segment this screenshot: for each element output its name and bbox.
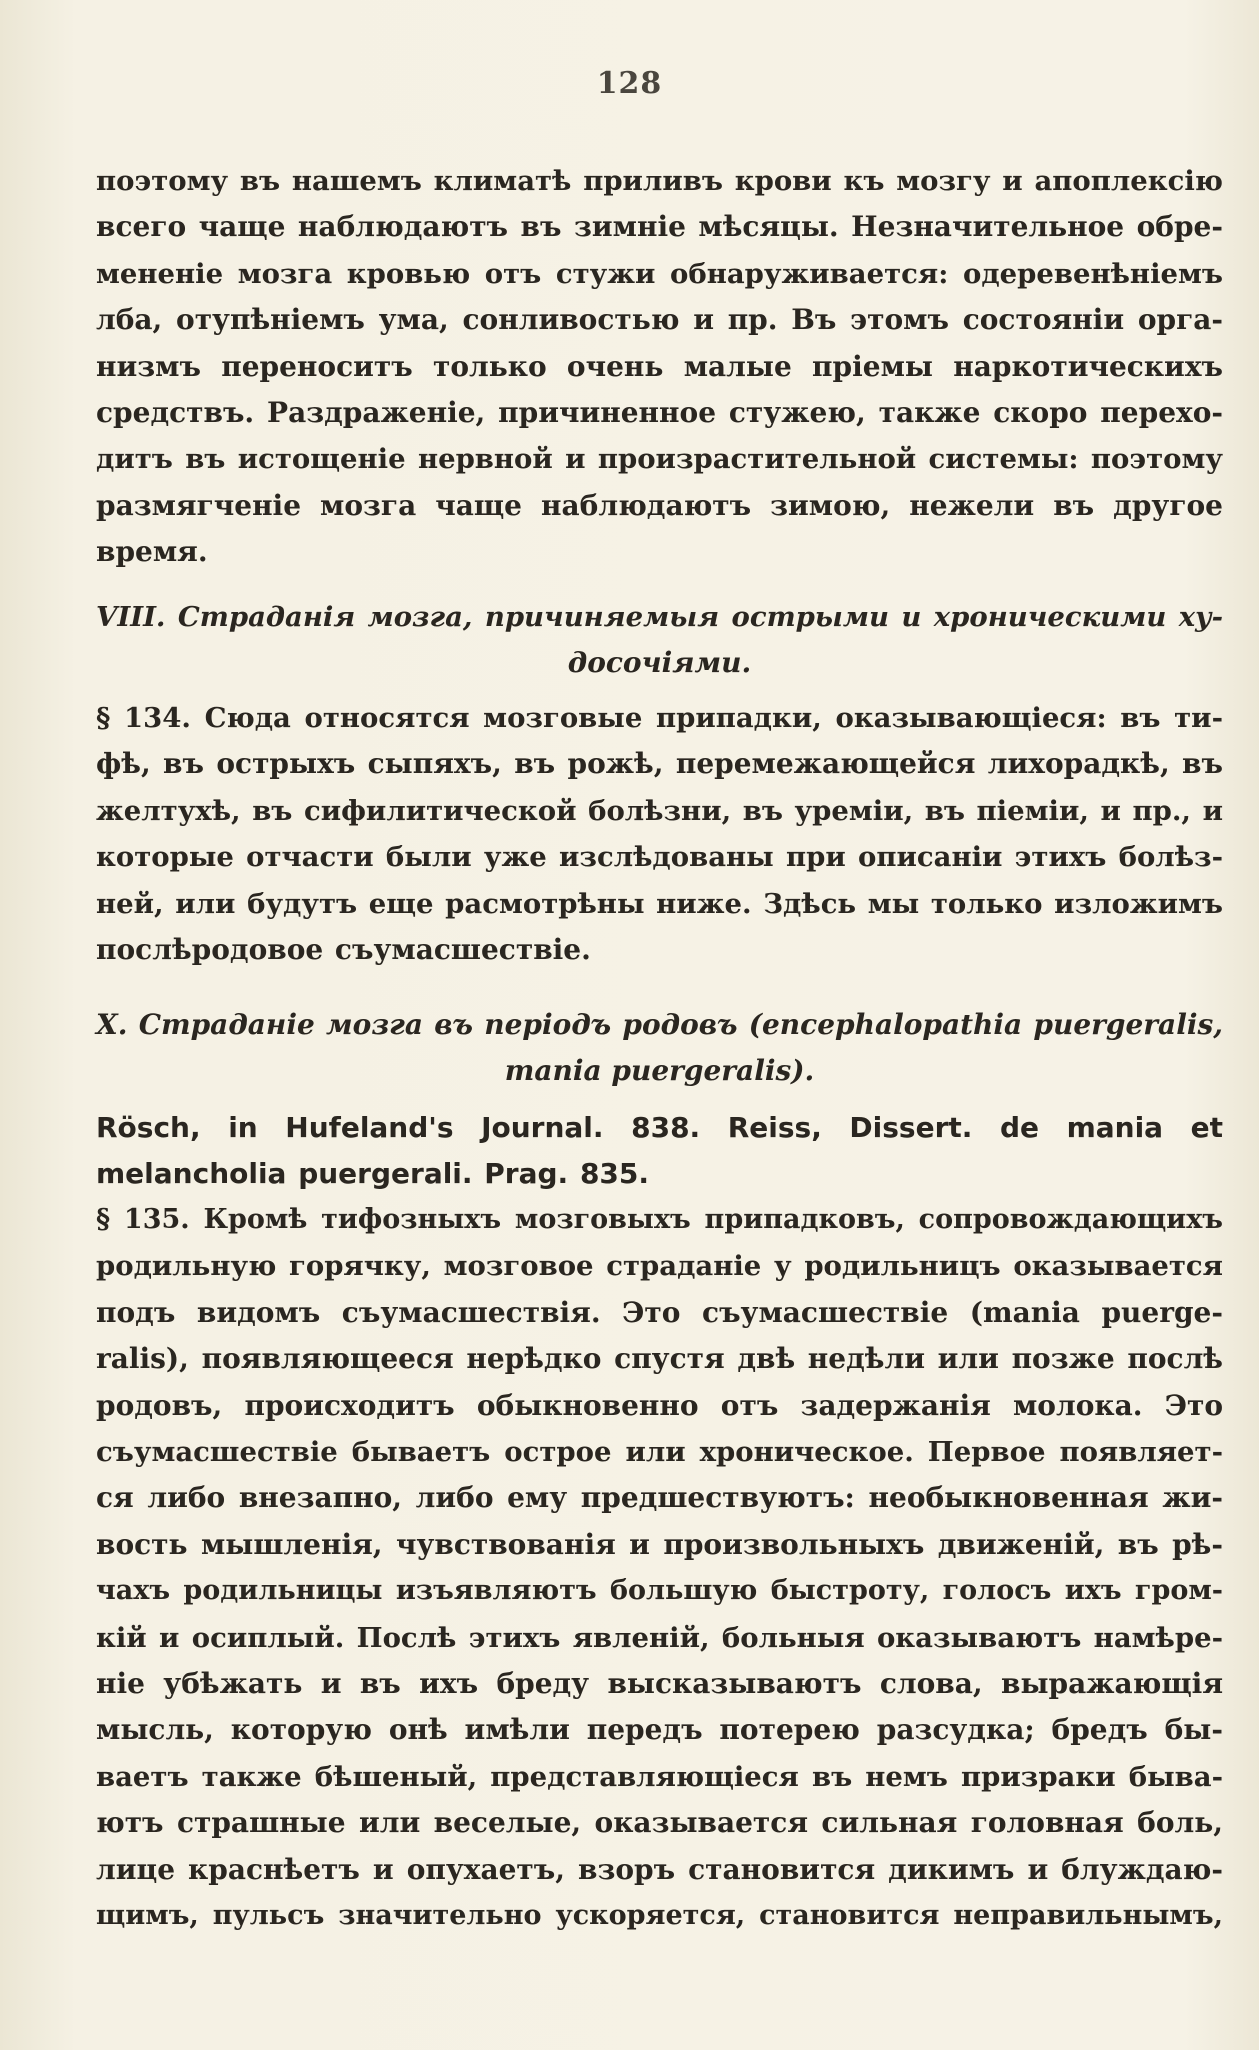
text-line: ютъ страшные или веселые, оказывается сильная головная боль, xyxy=(96,1806,1223,1840)
text-line: дитъ въ истощеніе нервной и произрастительной системы: поэтому xyxy=(96,443,1223,476)
text-line: послѣродовое съумасшествіе. xyxy=(96,933,591,967)
heading-line: X. Страданіе мозга въ періодъ родовъ (encephalopathia puergeralis, xyxy=(96,1008,1223,1041)
text-line: ніе убѣжать и въ ихъ бреду высказываютъ слова, выражающія xyxy=(96,1667,1223,1701)
text-line: лба, отупѣніемъ ума, сонливостью и пр. Въ этомъ состояніи орга- xyxy=(96,303,1223,337)
text-line: всего чаще наблюдаютъ въ зимніе мѣсяцы. Незначительное обре- xyxy=(96,210,1223,244)
text-line: лице краснѣетъ и опухаетъ, взоръ становится дикимъ и блуждаю- xyxy=(96,1852,1223,1886)
reference-line: Rösch, in Hufeland's Journal. 838. Reiss, Dissert. de mania et xyxy=(96,1111,1223,1144)
text-line: подъ видомъ съумасшествія. Это съумасшествіе (mania puergе- xyxy=(96,1295,1223,1329)
section-heading-x xyxy=(96,1002,1223,1094)
text-line: мененіе мозга кровью отъ стужи обнаруживается: одеревенѣніемъ xyxy=(96,257,1223,290)
heading-line: досочіями. xyxy=(567,646,752,679)
text-line: вость мышленія, чувствованія и произвольныхъ движеній, въ рѣ- xyxy=(96,1527,1223,1561)
text-line: ваетъ также бѣшеный, представляющіеся въ немъ призраки быва- xyxy=(96,1760,1223,1793)
paragraph-climate xyxy=(96,158,1223,576)
text-line: низмъ переноситъ только очень малые пріемы наркотическихъ xyxy=(96,349,1223,383)
heading-line: mania puergeralis). xyxy=(504,1054,815,1087)
text-line: § 134. Сюда относятся мозговые припадки, оказывающіеся: въ ти- xyxy=(96,702,1223,734)
text-line: размягченіе мозга чаще наблюдаютъ зимою, нежели въ другое xyxy=(96,488,1223,522)
text-line: § 135. Кромѣ тифозныхъ мозговыхъ припадковъ, сопровождающихъ xyxy=(96,1204,1223,1235)
text-line: ralis), появляющееся нерѣдко спустя двѣ недѣли или позже послѣ xyxy=(96,1342,1223,1376)
text-line: средствъ. Раздраженіе, причиненное стужею, также скоро перехо- xyxy=(96,396,1223,430)
references xyxy=(96,1105,1223,1198)
section-heading-viii xyxy=(96,594,1223,686)
text-line: ней, или будутъ еще расмотрѣны ниже. Здѣсь мы только изложимъ xyxy=(96,887,1223,920)
text-line: время. xyxy=(96,535,208,569)
heading-line: VIII. Страданія мозга, причиняемыя острыми и хроническими ху- xyxy=(96,601,1223,633)
text-line: съумасшествіе бываетъ острое или хроническое. Первое появляет- xyxy=(96,1436,1223,1469)
page-number: 128 xyxy=(596,66,663,101)
text-line: чахъ родильницы изъявляютъ большую быстроту, голосъ ихъ гром- xyxy=(96,1575,1223,1607)
text-line: родовъ, происходитъ обыкновенно отъ задержанія молока. Это xyxy=(96,1388,1223,1422)
text-line: кій и осиплый. Послѣ этихъ явленій, больныя оказываютъ намѣре- xyxy=(96,1621,1223,1654)
paragraph-134 xyxy=(96,695,1223,973)
text-line: поэтому въ нашемъ климатѣ приливъ крови къ мозгу и апоплексію xyxy=(96,165,1223,197)
text-line: мысль, которую онѣ имѣли передъ потерею разсудка; бредъ бы- xyxy=(96,1713,1223,1747)
text-line: ся либо внезапно, либо ему предшествуютъ: необыкновенная жи- xyxy=(96,1481,1223,1515)
paragraph-135 xyxy=(96,1197,1223,1940)
text-line: желтухѣ, въ сифилитической болѣзни, въ уреміи, въ піеміи, и пр., и xyxy=(96,794,1223,827)
text-line: родильную горячку, мозговое страданіе у родильницъ оказывается xyxy=(96,1250,1223,1283)
reference-line: melancholia puergerali. Prag. 835. xyxy=(96,1157,650,1191)
text-line: которые отчасти были уже изслѣдованы при описаніи этихъ болѣз- xyxy=(96,841,1223,874)
text-line: щимъ, пульсъ значительно ускоряется, становится неправильнымъ, xyxy=(96,1900,1223,1932)
text-line: фѣ, въ острыхъ сыпяхъ, въ рожѣ, перемежающейся лихорадкѣ, въ xyxy=(96,747,1223,781)
